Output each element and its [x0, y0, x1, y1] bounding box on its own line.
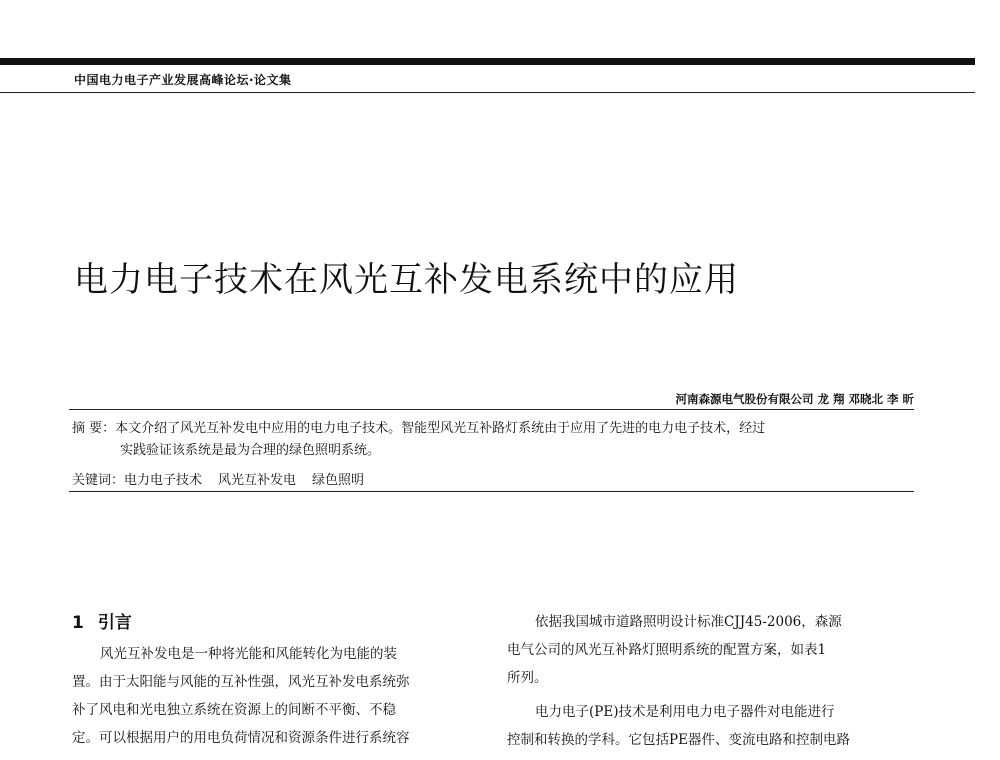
section-title: 引言 — [97, 613, 132, 633]
keywords-label: 关键词： — [72, 473, 125, 488]
section-number: 1 — [72, 613, 84, 633]
keyword-2: 风光互补发电 — [218, 473, 297, 488]
running-header: 中国电力电子产业发展高峰论坛·论文集 — [74, 73, 292, 87]
right-p1-line-3: 所列。 — [507, 670, 548, 686]
keyword-1: 电力电子技术 — [124, 473, 203, 488]
right-p1-line-1: 依据我国城市道路照明设计标准CJJ45-2006，森源 — [535, 614, 842, 630]
abstract-top-rule — [69, 409, 914, 410]
paper-title: 电力电子技术在风光互补发电系统中的应用 — [74, 260, 739, 300]
abstract — [72, 418, 914, 462]
abstract-text-1: 本文介绍了风光互补发电中应用的电力电子技术。智能型风光互补路灯系统由于应用了先进的电力电子技术，经过 — [115, 421, 766, 436]
left-column — [72, 640, 492, 752]
left-line-4: 定。可以根据用户的用电负荷情况和资源条件进行系统容 — [72, 730, 410, 746]
abstract-label: 摘 要： — [72, 421, 116, 436]
left-line-1: 风光互补发电是一种将光能和风能转化为电能的装 — [100, 646, 397, 662]
right-p2-line-2: 控制和转换的学科。它包括PE器件、变流电路和控制电路 — [507, 732, 850, 748]
right-column — [507, 608, 927, 754]
section-heading — [72, 608, 132, 633]
header-thick-rule — [0, 58, 975, 65]
abstract-line-1 — [72, 418, 914, 440]
right-p2-line-1: 电力电子(PE)技术是利用电力电子器件对电能进行 — [535, 704, 835, 720]
keyword-3: 绿色照明 — [312, 473, 365, 488]
abstract-text-2: 实践验证该系统是最为合理的绿色照明系统。 — [120, 443, 381, 458]
right-p1-line-2: 电气公司的风光互补路灯照明系统的配置方案，如表1 — [507, 642, 827, 658]
header-thin-rule — [0, 92, 975, 93]
keywords-bottom-rule — [69, 491, 914, 492]
left-line-2: 置。由于太阳能与风能的互补性强，风光互补发电系统弥 — [72, 674, 410, 690]
keywords — [72, 469, 380, 488]
left-line-3: 补了风电和光电独立系统在资源上的间断不平衡、不稳 — [72, 702, 396, 718]
authors-affiliation: 河南森源电气股份有限公司 龙 翔 邓晓北 李 昕 — [675, 392, 914, 406]
